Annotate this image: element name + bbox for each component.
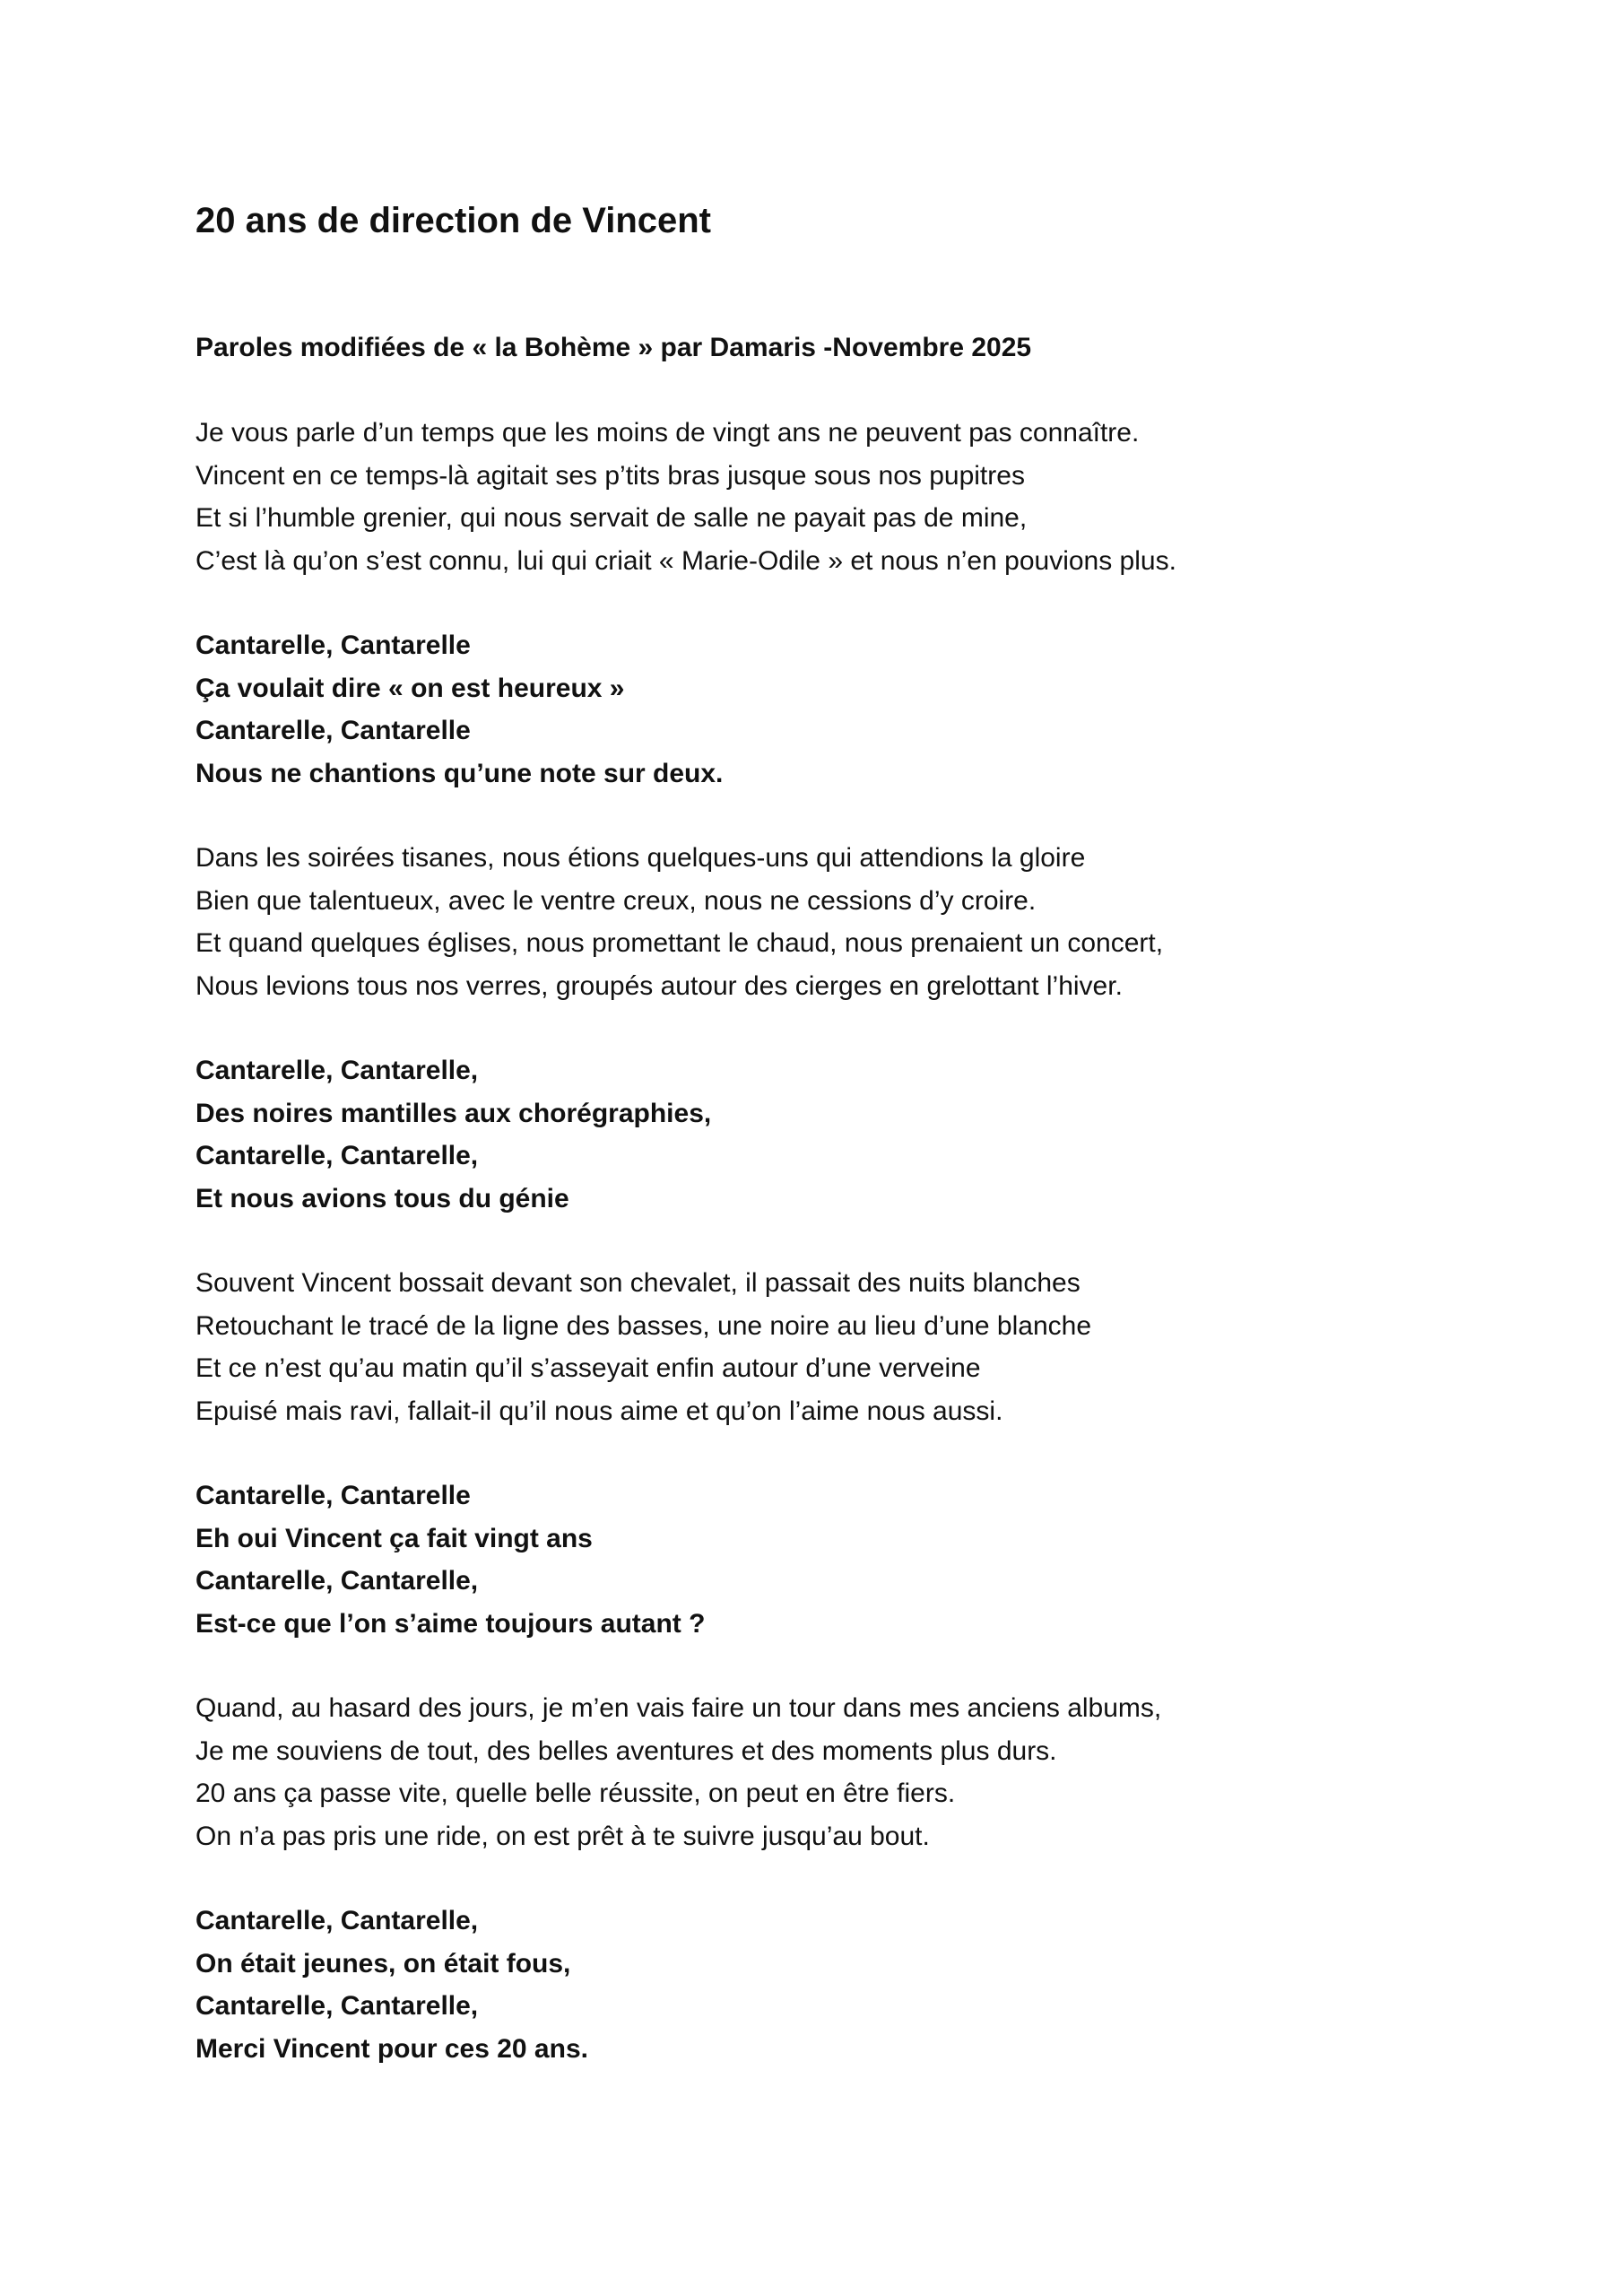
page-title: 20 ans de direction de Vincent <box>195 201 711 240</box>
lyric-line: Quand, au hasard des jours, je m’en vais faire un tour dans mes anciens albums, <box>195 1693 1162 1723</box>
stanza-verse-1 <box>195 412 1451 582</box>
chorus-line: Des noires mantilles aux chorégraphies, <box>195 1098 712 1128</box>
lyric-line: On n’a pas pris une ride, on est prêt à te suivre jusqu’au bout. <box>195 1821 930 1851</box>
chorus-line: Cantarelle, Cantarelle <box>195 1481 471 1510</box>
chorus-line: Cantarelle, Cantarelle, <box>195 1141 479 1170</box>
lyric-line: Dans les soirées tisanes, nous étions quelques-uns qui attendions la gloire <box>195 843 1086 873</box>
lyric-line: Nous levions tous nos verres, groupés autour des cierges en grelottant l’hiver. <box>195 970 1123 1001</box>
chorus-line: Merci Vincent pour ces 20 ans. <box>195 2033 588 2064</box>
stanza-verse-2 <box>195 837 1451 1007</box>
chorus-line: Nous ne chantions qu’une note sur deux. <box>195 758 724 788</box>
chorus-line: Est-ce que l’on s’aime toujours autant ? <box>195 1608 706 1639</box>
lyric-line: Et quand quelques églises, nous promettant le chaud, nous prenaient un concert, <box>195 928 1164 958</box>
chorus-line: Et nous avions tous du génie <box>195 1183 569 1213</box>
chorus-line: Eh oui Vincent ça fait vingt ans <box>195 1523 593 1553</box>
lyric-line: Vincent en ce temps-là agitait ses p’tits bras jusque sous nos pupitres <box>195 460 1025 491</box>
chorus-line: Cantarelle, Cantarelle, <box>195 1566 479 1596</box>
chorus-line: Cantarelle, Cantarelle, <box>195 1991 479 2021</box>
lyric-line: Epuisé mais ravi, fallait-il qu’il nous aime et qu’on l’aime nous aussi. <box>195 1396 1003 1426</box>
chorus-line: Cantarelle, Cantarelle, <box>195 1056 479 1085</box>
lyric-line: Et ce n’est qu’au matin qu’il s’asseyait enfin autour d’une verveine <box>195 1353 981 1383</box>
lyric-line: Je vous parle d’un temps que les moins de vingt ans ne peuvent pas connaître. <box>195 418 1140 448</box>
document-page <box>195 196 1451 2070</box>
lyric-line: Bien que talentueux, avec le ventre creux, nous ne cessions d’y croire. <box>195 885 1037 916</box>
stanza-chorus-1 <box>195 624 1451 795</box>
stanza-chorus-3 <box>195 1474 1451 1645</box>
lyric-line: C’est là qu’on s’est connu, lui qui criait « Marie-Odile » et nous n’en pouvions plus. <box>195 545 1176 576</box>
stanza-verse-4 <box>195 1687 1451 1857</box>
chorus-line: On était jeunes, on était fous, <box>195 1948 571 1979</box>
lyric-line: Souvent Vincent bossait devant son chevalet, il passait des nuits blanches <box>195 1268 1081 1298</box>
lyric-line: Retouchant le tracé de la ligne des basses, une noire au lieu d’une blanche <box>195 1310 1092 1341</box>
lyric-line: 20 ans ça passe vite, quelle belle réussite, on peut en être fiers. <box>195 1779 956 1808</box>
document-subtitle: Paroles modifiées de « la Bohème » par Damaris -Novembre 2025 <box>195 333 1032 362</box>
stanza-chorus-2 <box>195 1049 1451 1220</box>
lyric-line: Et si l’humble grenier, qui nous servait de salle ne payait pas de mine, <box>195 503 1028 533</box>
chorus-line: Cantarelle, Cantarelle, <box>195 1906 479 1935</box>
stanza-verse-3 <box>195 1262 1451 1432</box>
chorus-line: Ça voulait dire « on est heureux » <box>195 673 625 703</box>
lyric-line: Je me souviens de tout, des belles aventures et des moments plus durs. <box>195 1735 1057 1766</box>
chorus-line: Cantarelle, Cantarelle <box>195 631 471 660</box>
chorus-line: Cantarelle, Cantarelle <box>195 716 471 745</box>
stanza-chorus-4 <box>195 1900 1451 2070</box>
